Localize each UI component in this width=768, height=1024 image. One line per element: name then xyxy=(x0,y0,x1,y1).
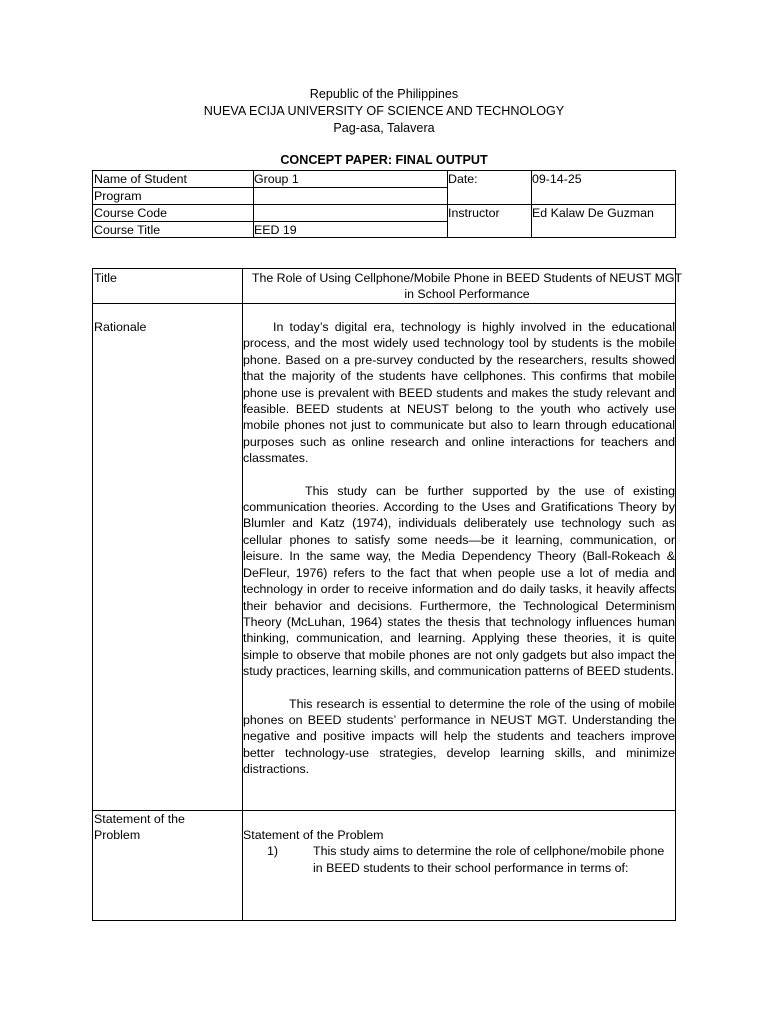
rationale-paragraph: This research is essential to determine the role of the using of mobile phones on BEED students’ performance in NEUST MGT. Understanding the negative and positive impacts will help the students and teachers improve better technology-use strategies, develop learning skills, and minimize distractions. xyxy=(243,696,675,777)
university-name: NUEVA ECIJA UNIVERSITY OF SCIENCE AND TECHNOLOGY xyxy=(203,104,565,118)
sop-item-number: 1) xyxy=(267,844,279,859)
research-title: The Role of Using Cellphone/Mobile Phone in BEED Students of NEUST MGT in School Performance xyxy=(251,271,683,302)
rationale-row-label: Rationale xyxy=(94,320,147,334)
rationale-content xyxy=(243,319,675,778)
name-of-student-label: Name of Student xyxy=(94,172,187,186)
instructor-label: Instructor xyxy=(448,206,500,220)
sop-item-text: This study aims to determine the role of cellphone/mobile phone in BEED students to their school performance in terms of: xyxy=(313,844,665,875)
rationale-paragraph: In today’s digital era, technology is highly involved in the educational process, and the most widely used technology tool by students is the mobile phone. Based on a pre-survey conducted by the researchers, results showed that the majority of the students have cellphones. This confirms that mobile phone use is prevalent with BEED students and makes the study relevant and feasible. BEED students at NEUST belong to the youth who actively use mobile phones not just to communicate but also to learn through educational purposes such as online research and online interactions for teachers and classmates. xyxy=(243,320,675,466)
instructor-value: Ed Kalaw De Guzman xyxy=(532,206,654,220)
student-info-table xyxy=(92,170,676,238)
institution-header xyxy=(0,86,768,137)
course-title-label: Course Title xyxy=(94,223,161,237)
date-label: Date: xyxy=(448,172,478,186)
sop-heading: Statement of the Problem xyxy=(243,828,384,842)
name-of-student-value: Group 1 xyxy=(254,172,299,186)
sop-list xyxy=(243,843,675,876)
rationale-paragraph: This study can be further supported by the use of existing communication theories. According to the Uses and Gratifications Theory by Blumler and Katz (1974), individuals deliberately use technology such as cellular phones to satisfy some needs—be it learning, communication, or leisure. In the same way, the Media Dependency Theory (Ball-Rokeach & DeFleur, 1976) refers to the fact that when people use a lot of media and technology in order to receive information and do daily tasks, it heavily affects their behavior and decisions. Furthermore, the Technological Determinism Theory (McLuhan, 1964) states the thesis that technology influences human thinking, communication, and learning. Applying these theories, it is quite simple to observe that mobile phones are not only gadgets but also impact the study practices, learning skills, and communication patterns of BEED students. xyxy=(243,483,675,679)
concept-paper-table xyxy=(92,268,683,921)
course-title-value: EED 19 xyxy=(254,223,297,237)
country-line: Republic of the Philippines xyxy=(309,87,459,101)
sop-row-label: Statement of the Problem xyxy=(94,812,185,843)
list-item xyxy=(243,843,675,876)
info-row-divider xyxy=(93,187,448,188)
campus-location: Pag-asa, Talavera xyxy=(333,121,435,135)
main-row-divider xyxy=(93,303,675,304)
sop-content xyxy=(243,827,675,876)
title-row-label: Title xyxy=(94,271,117,285)
paper-title: CONCEPT PAPER: FINAL OUTPUT xyxy=(280,153,488,167)
program-label: Program xyxy=(94,189,142,203)
date-value: 09-14-25 xyxy=(532,172,582,186)
course-code-label: Course Code xyxy=(94,206,168,220)
